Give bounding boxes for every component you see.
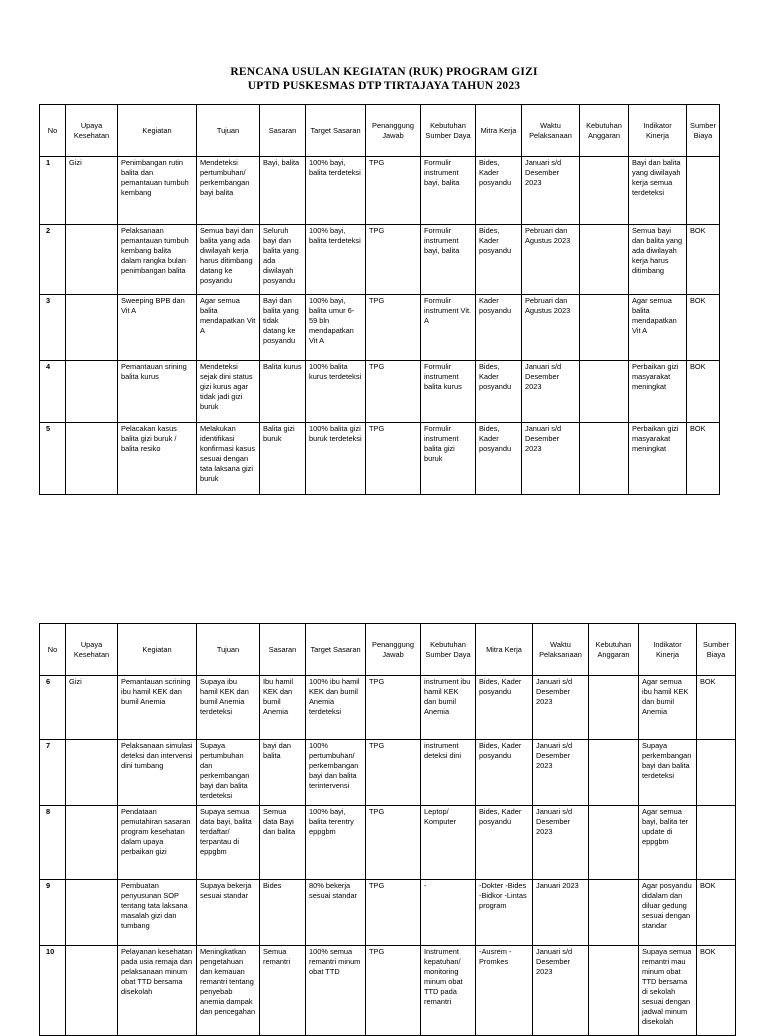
header-no: No — [40, 105, 66, 157]
header-kebutuhan-anggaran: Kebutuhan Anggaran — [580, 105, 629, 157]
cell-indikator-kinerja: Supaya perkembangan bayi dan balita terdeteksi — [639, 740, 697, 806]
table-row — [40, 806, 736, 880]
header-kebutuhan-anggaran: Kebutuhan Anggaran — [589, 624, 639, 676]
cell-target-sasaran: 100% bayi, balita terentry eppgbm — [306, 806, 366, 880]
cell-upaya-kesehatan: Gizi — [66, 676, 118, 740]
cell-kebutuhan-sumber-daya: Instrument kepatuhan/ monitoring minum obat TTD pada remantri — [421, 946, 476, 1036]
cell-sasaran: Semua remantri — [260, 946, 306, 1036]
cell-sasaran: Seluruh bayi dan balita yang ada diwilayah posyandu — [260, 225, 306, 295]
cell-kebutuhan-anggaran — [589, 676, 639, 740]
cell-waktu-pelaksanaan: Januari s/d Desember 2023 — [533, 806, 589, 880]
cell-kebutuhan-sumber-daya: Formulir instrument bayi, balita — [421, 157, 476, 225]
cell-kebutuhan-anggaran — [589, 880, 639, 946]
ruk-table-1 — [39, 104, 720, 495]
cell-target-sasaran: 100% bayi, balita terdeteksi — [306, 157, 366, 225]
cell-kegiatan: Pelaksanaan simulasi deteksi dan intervensi dini tumbang — [118, 740, 197, 806]
cell-tujuan: Supaya pertumbuhan dan perkembangan bayi dan balita terdeteksi — [197, 740, 260, 806]
cell-penanggung-jawab: TPG — [366, 361, 421, 423]
cell-target-sasaran: 100% balita gizi buruk terdeteksi — [306, 423, 366, 495]
cell-no: 1 — [40, 157, 66, 225]
header-sumber-biaya: Sumber Biaya — [687, 105, 720, 157]
header-kegiatan: Kegiatan — [118, 624, 197, 676]
cell-sumber-biaya: BOK — [697, 676, 736, 740]
cell-target-sasaran: 100% bayi, balita umur 6-59 bln mendapatkan Vit A — [306, 295, 366, 361]
cell-penanggung-jawab: TPG — [366, 225, 421, 295]
cell-indikator-kinerja: Perbaikan gizi masyarakat meningkat — [629, 361, 687, 423]
cell-kebutuhan-anggaran — [589, 740, 639, 806]
cell-mitra-kerja: -Dokter -Bides -Bidkor -Lintas program — [476, 880, 533, 946]
cell-waktu-pelaksanaan: Januari s/d Desember 2023 — [522, 423, 580, 495]
cell-sasaran: Ibu hamil KEK dan bumil Anemia — [260, 676, 306, 740]
header-mitra-kerja: Mitra Kerja — [476, 624, 533, 676]
cell-sasaran: Bayi, balita — [260, 157, 306, 225]
header-indikator-kinerja: Indikator Kinerja — [629, 105, 687, 157]
cell-indikator-kinerja: Supaya semua remantri mau minum obat TTD bersama di sekolah sesuai dengan jadwal minum disekolah — [639, 946, 697, 1036]
cell-sumber-biaya: BOK — [697, 880, 736, 946]
cell-kebutuhan-sumber-daya: Formulir instrument balita gizi buruk — [421, 423, 476, 495]
cell-indikator-kinerja: Agar semua bayi, balita ter update di eppgbm — [639, 806, 697, 880]
cell-upaya-kesehatan — [66, 880, 118, 946]
cell-mitra-kerja: Bides, Kader posyandu — [476, 806, 533, 880]
cell-waktu-pelaksanaan: Januari s/d Desember 2023 — [522, 157, 580, 225]
cell-sasaran: bayi dan balita — [260, 740, 306, 806]
header-upaya-kesehatan: Upaya Kesehatan — [66, 624, 118, 676]
cell-tujuan: Mendeteksi pertumbuhan/ perkembangan bayi balita — [197, 157, 260, 225]
cell-kebutuhan-sumber-daya: Formulir instrument balita kurus — [421, 361, 476, 423]
header-sasaran: Sasaran — [260, 624, 306, 676]
header-waktu-pelaksanaan: Waktu Pelaksanaan — [533, 624, 589, 676]
cell-indikator-kinerja: Perbaikan gizi masyarakat meningkat — [629, 423, 687, 495]
cell-sasaran: Balita gizi buruk — [260, 423, 306, 495]
cell-target-sasaran: 80% bekerja sesuai standar — [306, 880, 366, 946]
cell-mitra-kerja: Bides, Kader posyandu — [476, 423, 522, 495]
cell-kebutuhan-sumber-daya: Formulir instrument Vit. A — [421, 295, 476, 361]
cell-sumber-biaya: BOK — [697, 946, 736, 1036]
cell-penanggung-jawab: TPG — [366, 295, 421, 361]
cell-tujuan: Melakukan identifikasi konfirmasi kasus sesuai dengan tata laksana gizi buruk — [197, 423, 260, 495]
cell-upaya-kesehatan — [66, 423, 118, 495]
header-tujuan: Tujuan — [197, 105, 260, 157]
document-title: RENCANA USULAN KEGIATAN (RUK) PROGRAM GIZI — [230, 66, 538, 78]
cell-kebutuhan-anggaran — [580, 157, 629, 225]
table-row — [40, 157, 720, 225]
cell-waktu-pelaksanaan: Januari 2023 — [533, 880, 589, 946]
header-upaya-kesehatan: Upaya Kesehatan — [66, 105, 118, 157]
cell-upaya-kesehatan — [66, 946, 118, 1036]
cell-waktu-pelaksanaan: Januari s/d Desember 2023 — [533, 946, 589, 1036]
cell-tujuan: Agar semua balita mendapatkan Vit A — [197, 295, 260, 361]
cell-upaya-kesehatan — [66, 295, 118, 361]
cell-mitra-kerja: Bides, Kader posyandu — [476, 225, 522, 295]
header-penanggung-jawab: Penanggung Jawab — [366, 105, 421, 157]
cell-upaya-kesehatan — [66, 740, 118, 806]
cell-kegiatan: Pemantauan scrining ibu hamil KEK dan bumil Anemia — [118, 676, 197, 740]
cell-tujuan: Mendeteksi sejak dini status gizi kurus agar tidak jadi gizi buruk — [197, 361, 260, 423]
cell-kebutuhan-sumber-daya: - — [421, 880, 476, 946]
cell-kebutuhan-anggaran — [580, 361, 629, 423]
cell-tujuan: Supaya ibu hamil KEK dan bumil Anemia terdeteksi — [197, 676, 260, 740]
cell-sasaran: Bides — [260, 880, 306, 946]
document-subtitle: UPTD PUSKESMAS DTP TIRTAJAYA TAHUN 2023 — [247, 80, 521, 92]
cell-tujuan: Supaya bekerja sesuai standar — [197, 880, 260, 946]
cell-target-sasaran: 100% pertumbuhan/ perkembangan bayi dan balita terintervensi — [306, 740, 366, 806]
header-kebutuhan-sumber-daya: Kebutuhan Sumber Daya — [421, 624, 476, 676]
cell-sumber-biaya: BOK — [687, 295, 720, 361]
cell-waktu-pelaksanaan: Pebruari dan Agustus 2023 — [522, 225, 580, 295]
cell-kebutuhan-sumber-daya: Leptop/ Komputer — [421, 806, 476, 880]
header-tujuan: Tujuan — [197, 624, 260, 676]
header-sumber-biaya: Sumber Biaya — [697, 624, 736, 676]
cell-kebutuhan-sumber-daya: Formulir instrument bayi, balita — [421, 225, 476, 295]
table-row — [40, 295, 720, 361]
cell-sumber-biaya: BOK — [687, 361, 720, 423]
header-sasaran: Sasaran — [260, 105, 306, 157]
cell-no: 2 — [40, 225, 66, 295]
cell-penanggung-jawab: TPG — [366, 740, 421, 806]
cell-kebutuhan-anggaran — [589, 946, 639, 1036]
cell-no: 4 — [40, 361, 66, 423]
cell-no: 7 — [40, 740, 66, 806]
table-row — [40, 225, 720, 295]
cell-waktu-pelaksanaan: Januari s/d Desember 2023 — [533, 676, 589, 740]
cell-kegiatan: Penimbangan rutin balita dan pemantauan tumbuh kembang — [118, 157, 197, 225]
cell-kegiatan: Pendataan pemutahiran sasaran program kesehatan dalam upaya perbaikan gizi — [118, 806, 197, 880]
cell-waktu-pelaksanaan: Januari s/d Desember 2023 — [522, 361, 580, 423]
cell-no: 3 — [40, 295, 66, 361]
cell-kegiatan: Pelaksanaan pemantauan tumbuh kembang balita dalam rangka bulan penimbangan balita — [118, 225, 197, 295]
cell-tujuan: Meningkatkan pengetahuan dan kemauan remantri tentang penyebab anemia dampak dan pencegahan — [197, 946, 260, 1036]
cell-kebutuhan-anggaran — [580, 295, 629, 361]
cell-sumber-biaya: BOK — [687, 423, 720, 495]
cell-mitra-kerja: Bides, Kader posyandu — [476, 676, 533, 740]
table-row — [40, 740, 736, 806]
cell-kebutuhan-anggaran — [589, 806, 639, 880]
cell-penanggung-jawab: TPG — [366, 946, 421, 1036]
table-header-row — [40, 105, 720, 157]
header-target-sasaran: Target Sasaran — [306, 105, 366, 157]
cell-penanggung-jawab: TPG — [366, 157, 421, 225]
cell-mitra-kerja: Kader posyandu — [476, 295, 522, 361]
cell-indikator-kinerja: Bayi dan balita yang diwilayah kerja semua terdeteksi — [629, 157, 687, 225]
cell-upaya-kesehatan — [66, 806, 118, 880]
cell-kebutuhan-anggaran — [580, 225, 629, 295]
cell-kegiatan: Pembuatan penyusunan SOP tentang tata laksana masalah gizi dan tumbang — [118, 880, 197, 946]
header-kegiatan: Kegiatan — [118, 105, 197, 157]
cell-no: 5 — [40, 423, 66, 495]
cell-mitra-kerja: -Ausrem -Promkes — [476, 946, 533, 1036]
table-row — [40, 676, 736, 740]
cell-indikator-kinerja: Agar semua ibu hamil KEK dan bumil Anemia — [639, 676, 697, 740]
cell-upaya-kesehatan — [66, 361, 118, 423]
cell-penanggung-jawab: TPG — [366, 676, 421, 740]
cell-waktu-pelaksanaan: Januari s/d Desember 2023 — [533, 740, 589, 806]
cell-indikator-kinerja: Semua bayi dan balita yang ada diwilayah kerja harus ditimbang — [629, 225, 687, 295]
cell-upaya-kesehatan — [66, 225, 118, 295]
cell-penanggung-jawab: TPG — [366, 423, 421, 495]
cell-indikator-kinerja: Agar posyandu didalam dan diluar gedung sesuai dengan standar — [639, 880, 697, 946]
table-row — [40, 946, 736, 1036]
header-no: No — [40, 624, 66, 676]
cell-penanggung-jawab: TPG — [366, 880, 421, 946]
cell-target-sasaran: 100% ibu hamil KEK dan bumil Anemia terdeteksi — [306, 676, 366, 740]
cell-penanggung-jawab: TPG — [366, 806, 421, 880]
cell-kebutuhan-sumber-daya: instrument ibu hamil KEK dan bumil Anemia — [421, 676, 476, 740]
ruk-table-2 — [39, 623, 736, 1036]
cell-kebutuhan-sumber-daya: instrument deteksi dini — [421, 740, 476, 806]
cell-no: 9 — [40, 880, 66, 946]
cell-mitra-kerja: Bides, Kader posyandu — [476, 361, 522, 423]
cell-target-sasaran: 100% semua remantri minum obat TTD — [306, 946, 366, 1036]
cell-tujuan: Semua bayi dan balita yang ada diwilayah kerja harus ditimbang datang ke posyandu — [197, 225, 260, 295]
cell-indikator-kinerja: Agar semua balita mendapatkan Vit A — [629, 295, 687, 361]
cell-sumber-biaya — [697, 806, 736, 880]
cell-kegiatan: Sweeping BPB dan Vit A — [118, 295, 197, 361]
cell-sasaran: Balita kurus — [260, 361, 306, 423]
cell-tujuan: Supaya semua data bayi, balita terdaftar/ terpantau di eppgbm — [197, 806, 260, 880]
cell-upaya-kesehatan: Gizi — [66, 157, 118, 225]
cell-no: 10 — [40, 946, 66, 1036]
table-row — [40, 880, 736, 946]
header-kebutuhan-sumber-daya: Kebutuhan Sumber Daya — [421, 105, 476, 157]
cell-mitra-kerja: Bides, Kader posyandu — [476, 740, 533, 806]
table-row — [40, 423, 720, 495]
cell-sumber-biaya: BOK — [687, 225, 720, 295]
cell-kegiatan: Pemantauan srining balita kurus — [118, 361, 197, 423]
table-row — [40, 361, 720, 423]
header-waktu-pelaksanaan: Waktu Pelaksanaan — [522, 105, 580, 157]
cell-no: 6 — [40, 676, 66, 740]
cell-kebutuhan-anggaran — [580, 423, 629, 495]
cell-sumber-biaya — [697, 740, 736, 806]
header-penanggung-jawab: Penanggung Jawab — [366, 624, 421, 676]
table-header-row — [40, 624, 736, 676]
header-indikator-kinerja: Indikator Kinerja — [639, 624, 697, 676]
cell-target-sasaran: 100% balita kurus terdeteksi — [306, 361, 366, 423]
cell-kegiatan: Pelacakan kasus balita gizi buruk / balita resiko — [118, 423, 197, 495]
cell-no: 8 — [40, 806, 66, 880]
cell-sasaran: Semua data Bayi dan balita — [260, 806, 306, 880]
header-target-sasaran: Target Sasaran — [306, 624, 366, 676]
cell-target-sasaran: 100% bayi, balita terdeteksi — [306, 225, 366, 295]
cell-mitra-kerja: Bides, Kader posyandu — [476, 157, 522, 225]
cell-sasaran: Bayi dan balita yang tidak datang ke posyandu — [260, 295, 306, 361]
header-mitra-kerja: Mitra Kerja — [476, 105, 522, 157]
cell-kegiatan: Pelayanan kesehatan pada usia remaja dan pelaksanaan minum obat TTD bersama disekolah — [118, 946, 197, 1036]
cell-waktu-pelaksanaan: Pebruari dan Agustus 2023 — [522, 295, 580, 361]
cell-sumber-biaya — [687, 157, 720, 225]
